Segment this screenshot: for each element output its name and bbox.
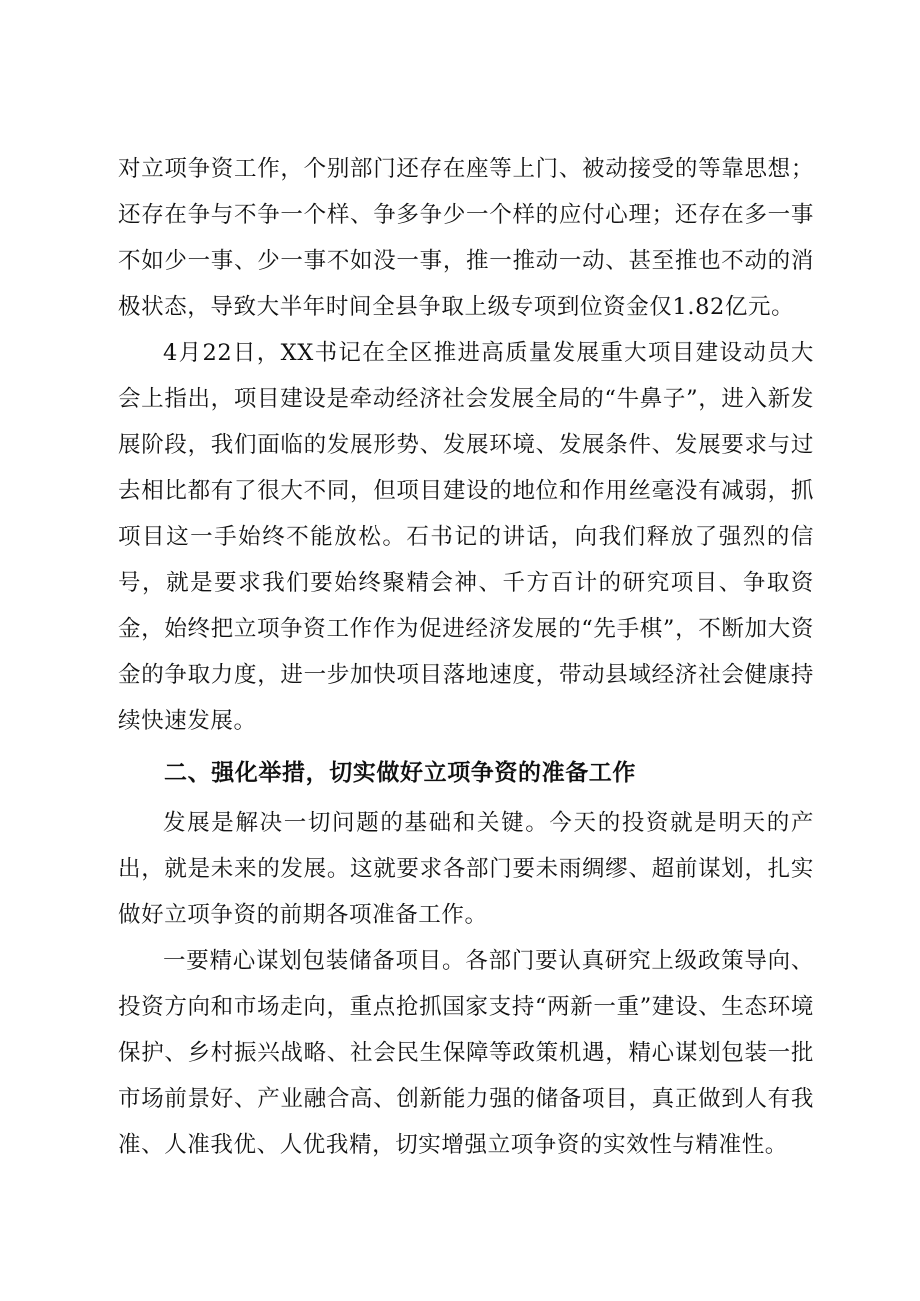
section-heading: 二、强化举措，切实做好立项争资的准备工作	[164, 760, 636, 786]
document-page	[118, 146, 814, 1168]
paragraph-planning: 一要精心谋划包装储备项目。各部门要认真研究上级政策导向、投资方向和市场走向，重点抢抓国家支持“两新一重”建设、生态环境保护、乡村振兴战略、社会民生保障等政策机遇，精心谋划包装一批市场前景好、产业融合高、创新能力强的储备项目，真正做到人有我准、人准我优、人优我精，切实增强立项争资的实效性与精准性。	[118, 948, 814, 1158]
paragraph-speech: 4月22日，XX书记在全区推进高质量发展重大项目建设动员大会上指出，项目建设是牵动经济社会发展全局的“牛鼻子”，进入新发展阶段，我们面临的发展形势、发展环境、发展条件、发展要求与过去相比都有了很大不同，但项目建设的地位和作用丝毫没有减弱，抓项目这一手始终不能放松。石书记的讲话，向我们释放了强烈的信号，就是要求我们要始终聚精会神、千方百计的研究项目、争取资金，始终把立项争资工作作为促进经济发展的“先手棋”，不断加大资金的争取力度，进一步加快项目落地速度，带动县域经济社会健康持续快速发展。	[118, 340, 814, 734]
paragraph-continuation: 对立项争资工作，个别部门还存在座等上门、被动接受的等靠思想；还存在争与不争一个样、争多争少一个样的应付心理；还存在多一事不如少一事、少一事不如没一事，推一推动一动、甚至推也不动的消极状态，导致大半年时间全县争取上级专项到位资金仅1.82亿元。	[118, 156, 814, 320]
paragraph-development: 发展是解决一切问题的基础和关键。今天的投资就是明天的产出，就是未来的发展。这就要求各部门要未雨绸缪、超前谋划，扎实做好立项争资的前期各项准备工作。	[118, 810, 814, 928]
